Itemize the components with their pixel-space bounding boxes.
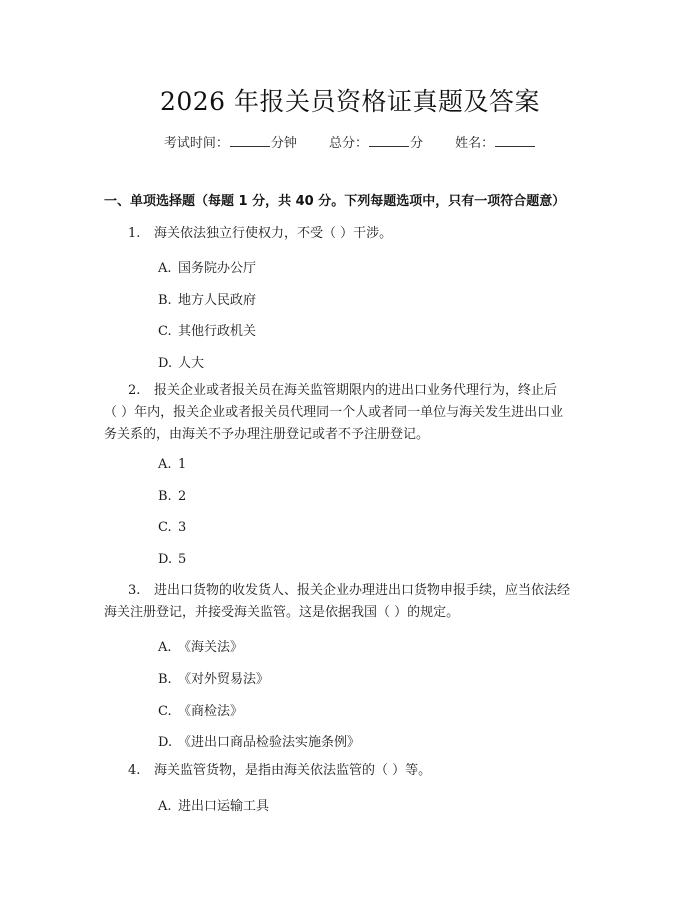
total-score-blank (369, 134, 409, 147)
option-letter: D. (158, 356, 173, 371)
option-text: 5 (178, 552, 187, 567)
option-text: 地方人民政府 (178, 293, 257, 308)
question-3-option-a (158, 636, 243, 655)
option-letter: A. (158, 799, 172, 814)
option-letter: A. (158, 640, 172, 655)
question-line (104, 380, 602, 402)
question-number: 3. (128, 583, 141, 598)
question-line: （ ）年内，报关企业或者报关员代理同一个人或者同一单位与海关发生进出口业 (104, 405, 564, 420)
option-letter: A. (158, 261, 172, 276)
question-1-option-b (158, 289, 256, 308)
option-text: 人大 (178, 356, 205, 371)
name-field (455, 136, 536, 151)
option-letter: A. (158, 457, 172, 472)
section-heading: 一、单项选择题（每题 1 分，共 40 分。下列每题选项中，只有一项符合题意） (104, 194, 566, 209)
question-4 (104, 760, 602, 782)
option-letter: B. (158, 293, 172, 308)
question-3-option-b (158, 668, 269, 687)
option-letter: D. (158, 552, 173, 567)
exam-time-unit: 分钟 (270, 136, 297, 151)
option-text: 1 (178, 457, 187, 472)
question-2-option-a (158, 457, 186, 472)
question-1 (104, 223, 602, 245)
question-text: 海关依法独立行使权力，不受（ ）干涉。 (154, 226, 393, 241)
question-text: 进出口货物的收发货人、报关企业办理进出口货物申报手续，应当依法经 (154, 583, 571, 598)
question-3-option-c (158, 700, 243, 719)
question-3 (104, 580, 602, 624)
question-line: 务关系的，由海关不予办理注册登记或者不予注册登记。 (104, 427, 430, 442)
option-letter: C. (158, 324, 172, 339)
option-letter: C. (158, 520, 172, 535)
page-title: 2026 年报关员资格证真题及答案 (159, 87, 541, 116)
option-text: 国务院办公厅 (178, 261, 257, 276)
exam-time-blank (230, 134, 270, 147)
option-text: 《进出口商品检验法实施条例》 (178, 735, 361, 750)
option-text: 《海关法》 (178, 640, 244, 655)
question-line (104, 580, 602, 602)
option-letter: B. (158, 672, 172, 687)
question-1-option-c (158, 320, 256, 339)
question-line: 海关注册登记，并接受海关监管。这是依据我国（ ）的规定。 (104, 605, 460, 620)
question-2-option-c (158, 520, 186, 535)
question-1-option-a (158, 257, 256, 276)
exam-time-field (164, 136, 301, 151)
question-2-option-b (158, 489, 186, 504)
option-letter: C. (158, 704, 172, 719)
question-2 (104, 380, 602, 446)
option-text: 进出口运输工具 (178, 799, 270, 814)
option-text: 2 (178, 489, 187, 504)
name-blank (495, 134, 535, 147)
question-number: 1. (128, 226, 141, 241)
question-text: 海关监管货物，是指由海关依法监管的（ ）等。 (154, 763, 432, 778)
question-3-option-d (158, 731, 360, 750)
question-1-option-d (158, 352, 204, 371)
exam-meta (0, 132, 700, 151)
question-2-option-d (158, 552, 186, 567)
question-text: 报关企业或者报关员在海关监管期限内的进出口业务代理行为，终止后 (154, 383, 558, 398)
option-text: 《商检法》 (178, 704, 244, 719)
option-text: 其他行政机关 (178, 324, 257, 339)
exam-time-label: 考试时间： (163, 136, 229, 151)
question-number: 2. (128, 383, 141, 398)
option-letter: D. (158, 735, 173, 750)
total-score-unit: 分 (410, 136, 424, 151)
option-letter: B. (158, 489, 172, 504)
total-score-field (329, 136, 427, 151)
question-4-option-a (158, 795, 269, 814)
option-text: 3 (178, 520, 187, 535)
option-text: 《对外贸易法》 (178, 672, 270, 687)
name-label: 姓名： (455, 136, 495, 151)
question-number: 4. (128, 763, 141, 778)
total-score-label: 总分： (328, 136, 368, 151)
